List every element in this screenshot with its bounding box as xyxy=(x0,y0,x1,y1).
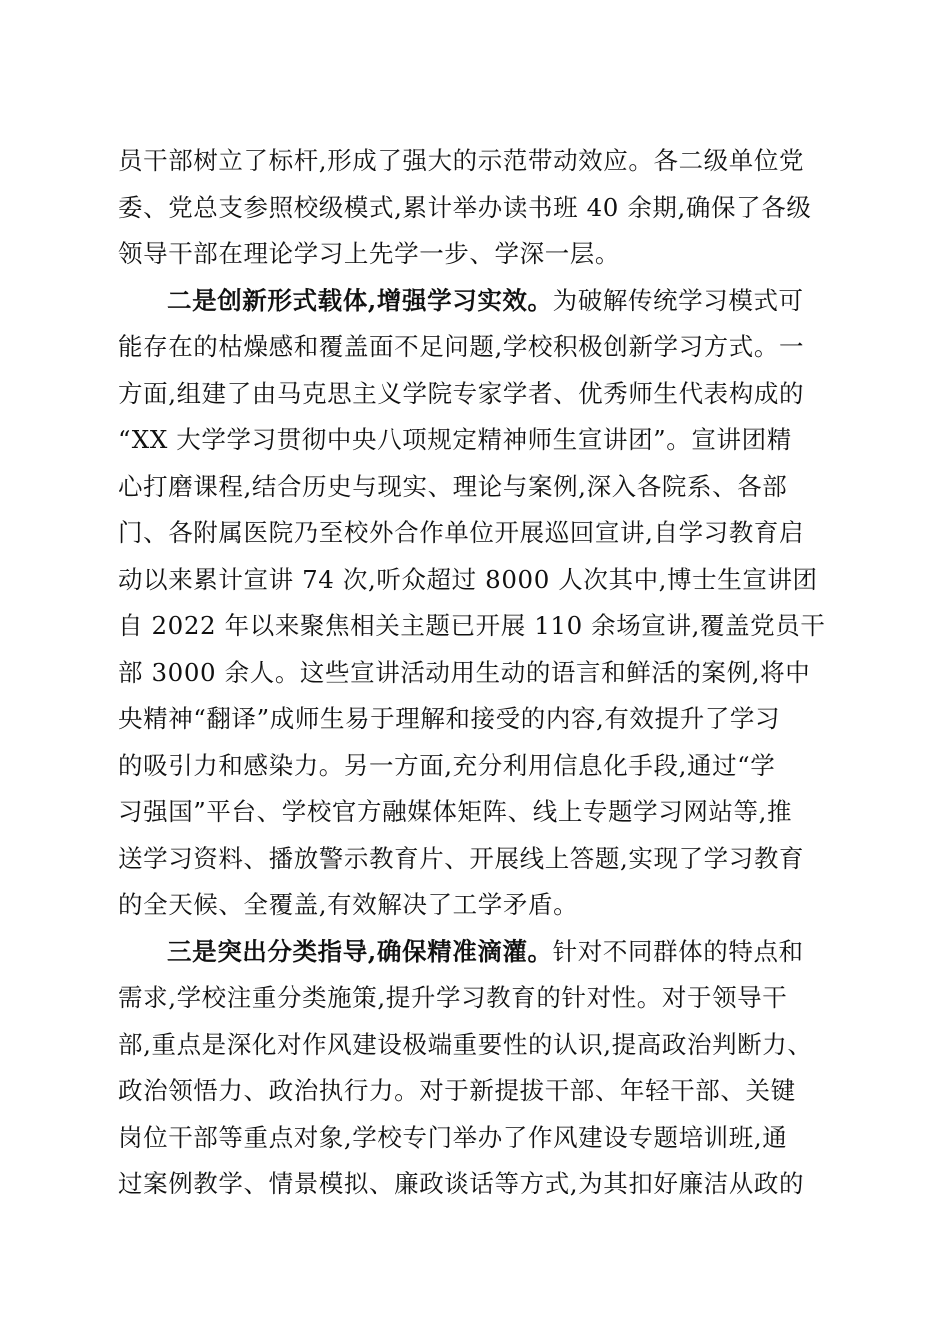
paragraph-2-line-8: 自 2022 年以来聚焦相关主题已开展 110 余场宣讲,覆盖党员干 xyxy=(118,611,826,640)
paragraph-3-line-6: 过案例教学、情景模拟、廉政谈话等方式,为其扣好廉洁从政的 xyxy=(118,1169,805,1198)
paragraph-3-lead: 三是突出分类指导,确保精准滴灌。 xyxy=(167,936,553,966)
paragraph-2-lead: 二是创新形式载体,增强学习实效。 xyxy=(167,285,553,315)
paragraph-2-line-11: 的吸引力和感染力。另一方面,充分利用信息化手段,通过“学 xyxy=(118,750,776,780)
paragraph-2-line-7: 动以来累计宣讲 74 次,听众超过 8000 人次其中,博士生宣讲团 xyxy=(118,564,818,594)
paragraph-3-line-3: 部,重点是深化对作风建设极端重要性的认识,提高政治判断力、 xyxy=(118,1029,813,1059)
paragraph-2-line-2: 能存在的枯燥感和覆盖面不足问题,学校积极创新学习方式。一 xyxy=(118,332,805,361)
paragraph-3-line-5: 岗位干部等重点对象,学校专门举办了作风建设专题培训班,通 xyxy=(118,1122,788,1152)
document-body xyxy=(118,138,826,1208)
paragraph-3-line-2: 需求,学校注重分类施策,提升学习教育的针对性。对于领导干 xyxy=(118,983,788,1012)
paragraph-2-line-3: 方面,组建了由马克思主义学院专家学者、优秀师生代表构成的 xyxy=(118,378,805,408)
paragraph-1-line-1: 员干部树立了标杆,形成了强大的示范带动效应。各二级单位党 xyxy=(118,146,805,175)
paragraph-2-line-12: 习强国”平台、学校官方融媒体矩阵、线上专题学习网站等,推 xyxy=(118,797,793,826)
paragraph-1-line-2: 委、党总支参照校级模式,累计举办读书班 40 余期,确保了各级 xyxy=(118,192,812,222)
paragraph-2-line-1-text: 为破解传统学习模式可 xyxy=(552,285,804,315)
paragraph-2-line-13: 送学习资料、播放警示教育片、开展线上答题,实现了学习教育 xyxy=(118,843,805,873)
paragraph-3-line-1 xyxy=(118,929,826,976)
paragraph-2-line-4: “XX 大学学习贯彻中央八项规定精神师生宣讲团”。宣讲团精 xyxy=(118,425,792,454)
paragraph-3-line-1-text: 针对不同群体的特点和 xyxy=(552,936,804,966)
paragraph-1-line-3: 领导干部在理论学习上先学一步、学深一层。 xyxy=(118,239,620,268)
paragraph-2-line-6: 门、各附属医院乃至校外合作单位开展巡回宣讲,自学习教育启 xyxy=(118,518,805,547)
paragraph-2-line-14: 的全天候、全覆盖,有效解决了工学矛盾。 xyxy=(118,890,579,919)
paragraph-3-line-4: 政治领悟力、政治执行力。对于新提拔干部、年轻干部、关键 xyxy=(118,1076,796,1105)
paragraph-2-line-9: 部 3000 余人。这些宣讲活动用生动的语言和鲜活的案例,将中 xyxy=(118,657,811,687)
paragraph-2-line-10: 央精神“翻译”成师生易于理解和接受的内容,有效提升了学习 xyxy=(118,704,781,733)
paragraph-2-line-1 xyxy=(118,278,826,325)
paragraph-2-line-5: 心打磨课程,结合历史与现实、理论与案例,深入各院系、各部 xyxy=(118,471,788,501)
